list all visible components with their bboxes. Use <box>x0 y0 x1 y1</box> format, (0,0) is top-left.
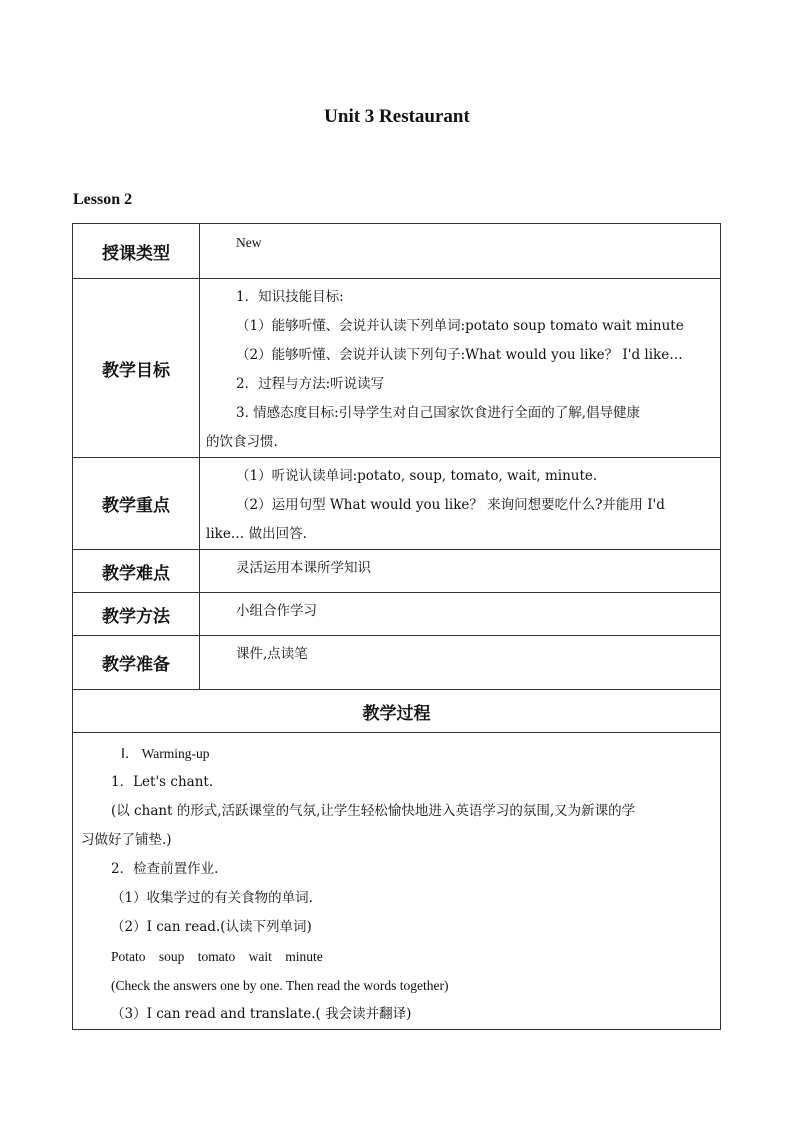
row-label-methods: 教学方法 <box>73 593 200 636</box>
process-line: (Check the answers one by one. Then read the words together) <box>111 978 449 993</box>
table-row <box>73 733 721 1030</box>
process-line: （2）I can read.(认读下列单词) <box>111 919 312 935</box>
row-label-objectives: 教学目标 <box>73 279 200 458</box>
objective-line: 1．知识技能目标: <box>236 289 344 305</box>
table-row <box>73 458 721 550</box>
row-content-key-points <box>200 458 721 550</box>
objective-line: 的饮食习惯. <box>206 434 278 450</box>
method-line: 小组合作学习 <box>236 603 317 619</box>
process-line: Potato soup tomato wait minute <box>111 949 323 964</box>
row-content-objectives <box>200 279 721 458</box>
process-line: 1．Let's chant. <box>111 774 214 790</box>
row-label-preparation: 教学准备 <box>73 636 200 690</box>
key-point-line: （1）听说认读单词:potato, soup, tomato, wait, minute. <box>236 468 598 484</box>
objective-line: 2．过程与方法:听说读写 <box>236 376 385 392</box>
table-row <box>73 550 721 593</box>
table-row <box>73 224 721 279</box>
objective-line: 3. 情感态度目标:引导学生对自己国家饮食进行全面的了解,倡导健康 <box>236 405 641 421</box>
process-content <box>73 733 721 1030</box>
process-line: （3）I can read and translate.( 我会读并翻译) <box>111 1006 412 1022</box>
preparation-line: 课件,点读笔 <box>236 646 308 662</box>
process-line: 2．检查前置作业. <box>111 861 219 877</box>
difficulty-line: 灵活运用本课所学知识 <box>236 560 371 576</box>
row-content-type <box>200 224 721 279</box>
process-line: （1）收集学过的有关食物的单词. <box>111 890 313 906</box>
row-content-preparation <box>200 636 721 690</box>
lesson-heading: Lesson 2 <box>73 191 133 208</box>
process-line: Ⅰ． Warming-up <box>121 746 210 761</box>
key-point-line: like… 做出回答. <box>206 526 307 542</box>
table-row <box>73 593 721 636</box>
type-value: New <box>236 235 262 250</box>
process-header: 教学过程 <box>73 690 721 733</box>
process-line: (以 chant 的形式,活跃课堂的气氛,让学生轻松愉快地进入英语学习的氛围,又为新课的学 <box>111 803 636 819</box>
document-title: Unit 3 Restaurant <box>324 106 470 127</box>
table-row <box>73 690 721 733</box>
row-label-key-points: 教学重点 <box>73 458 200 550</box>
row-content-methods <box>200 593 721 636</box>
process-line: 习做好了铺垫.) <box>81 832 172 848</box>
row-label-type: 授课类型 <box>73 224 200 279</box>
table-row <box>73 279 721 458</box>
objective-line: （2）能够听懂、会说并认读下列句子:What would you like？ I'd like… <box>236 347 683 363</box>
objective-line: （1）能够听懂、会说并认读下列单词:potato soup tomato wait minute <box>236 318 684 334</box>
key-point-line: （2）运用句型 What would you like？ 来询问想要吃什么?并能用 I'd <box>236 497 665 513</box>
row-content-difficulties <box>200 550 721 593</box>
table-row <box>73 636 721 690</box>
lesson-plan-table <box>72 223 721 1030</box>
row-label-difficulties: 教学难点 <box>73 550 200 593</box>
